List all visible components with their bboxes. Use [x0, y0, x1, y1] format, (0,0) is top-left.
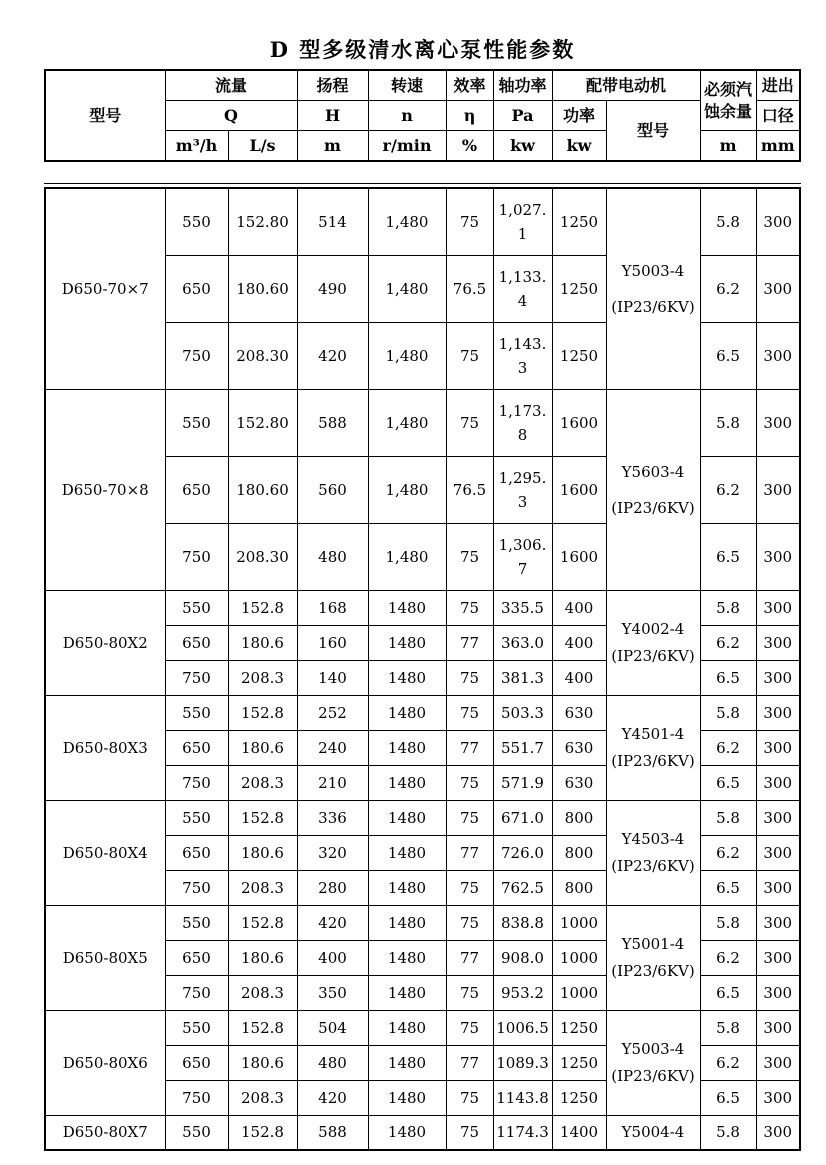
cell-motor-power: 1600 — [552, 523, 606, 590]
cell-head: 504 — [297, 1010, 368, 1045]
cell-flow-m3h: 750 — [165, 322, 228, 389]
cell-npsh: 6.5 — [700, 660, 756, 695]
cell-head: 420 — [297, 322, 368, 389]
cell-speed: 1480 — [368, 905, 446, 940]
cell-npsh: 6.2 — [700, 1045, 756, 1080]
cell-flow-m3h: 750 — [165, 523, 228, 590]
motor-spec-line: (IP23/6KV) — [611, 646, 695, 665]
cell-speed: 1480 — [368, 695, 446, 730]
cell-head: 280 — [297, 870, 368, 905]
pump-model: D650-80X6 — [45, 1010, 165, 1115]
cell-head: 514 — [297, 188, 368, 255]
cell-motor-power: 400 — [552, 625, 606, 660]
cell-flow-m3h: 650 — [165, 1045, 228, 1080]
cell-shaft-power: 726.0 — [493, 835, 552, 870]
motor-model-line: Y4002-4 — [621, 620, 685, 639]
cell-port-diameter: 300 — [756, 255, 800, 322]
col-header-speed: 转速 — [368, 70, 446, 101]
col-header-flow: 流量 — [165, 70, 297, 101]
cell-head: 588 — [297, 389, 368, 456]
cell-flow-ls: 152.8 — [228, 1115, 297, 1150]
col-header-npsh: 必须汽蚀余量 — [700, 70, 756, 131]
motor-model-line: Y5004-4 — [621, 1123, 685, 1142]
table-row — [45, 905, 800, 940]
cell-flow-ls: 180.60 — [228, 255, 297, 322]
cell-motor-power: 1250 — [552, 188, 606, 255]
pump-model: D650-80X4 — [45, 800, 165, 905]
cell-shaft-power-line2: 3 — [517, 358, 528, 377]
cell-shaft-power: 1174.3 — [493, 1115, 552, 1150]
cell-motor-power: 1250 — [552, 255, 606, 322]
cell-flow-ls: 180.6 — [228, 1045, 297, 1080]
cell-motor-power: 630 — [552, 730, 606, 765]
cell-flow-m3h: 550 — [165, 1115, 228, 1150]
cell-flow-ls: 180.6 — [228, 625, 297, 660]
cell-efficiency: 75 — [446, 975, 493, 1010]
cell-efficiency: 75 — [446, 660, 493, 695]
unit-flow-ls: L/s — [228, 131, 297, 162]
cell-head: 320 — [297, 835, 368, 870]
cell-efficiency: 75 — [446, 1115, 493, 1150]
table-row — [45, 695, 800, 730]
cell-shaft-power — [493, 389, 552, 456]
cell-port-diameter: 300 — [756, 940, 800, 975]
cell-shaft-power: 363.0 — [493, 625, 552, 660]
cell-npsh: 5.8 — [700, 1115, 756, 1150]
cell-shaft-power: 551.7 — [493, 730, 552, 765]
cell-shaft-power: 1143.8 — [493, 1080, 552, 1115]
cell-flow-ls: 208.3 — [228, 1080, 297, 1115]
cell-npsh: 5.8 — [700, 905, 756, 940]
cell-motor-power: 1600 — [552, 456, 606, 523]
table-row — [45, 1010, 800, 1045]
cell-port-diameter: 300 — [756, 188, 800, 255]
cell-efficiency: 75 — [446, 905, 493, 940]
unit-flow-m3h: m³/h — [165, 131, 228, 162]
cell-flow-m3h: 550 — [165, 389, 228, 456]
cell-flow-m3h: 650 — [165, 940, 228, 975]
cell-head: 560 — [297, 456, 368, 523]
cell-flow-m3h: 550 — [165, 800, 228, 835]
cell-speed: 1480 — [368, 730, 446, 765]
cell-head: 350 — [297, 975, 368, 1010]
cell-flow-m3h: 550 — [165, 695, 228, 730]
cell-motor-power: 400 — [552, 590, 606, 625]
motor-spec-line: (IP23/6KV) — [611, 498, 695, 517]
motor-model — [606, 1010, 700, 1115]
cell-port-diameter: 300 — [756, 800, 800, 835]
cell-head: 480 — [297, 1045, 368, 1080]
cell-head: 400 — [297, 940, 368, 975]
cell-motor-power: 800 — [552, 835, 606, 870]
cell-motor-power: 1250 — [552, 1010, 606, 1045]
cell-head: 420 — [297, 1080, 368, 1115]
cell-flow-m3h: 550 — [165, 905, 228, 940]
cell-motor-power: 1600 — [552, 389, 606, 456]
cell-motor-power: 1000 — [552, 905, 606, 940]
cell-shaft-power: 1089.3 — [493, 1045, 552, 1080]
cell-port-diameter: 300 — [756, 835, 800, 870]
cell-efficiency: 76.5 — [446, 456, 493, 523]
cell-efficiency: 75 — [446, 870, 493, 905]
table-row — [45, 188, 800, 255]
cell-speed: 1480 — [368, 835, 446, 870]
cell-port-diameter: 300 — [756, 905, 800, 940]
cell-npsh: 5.8 — [700, 590, 756, 625]
cell-efficiency: 75 — [446, 1010, 493, 1045]
cell-flow-ls: 208.3 — [228, 660, 297, 695]
cell-flow-ls: 152.8 — [228, 590, 297, 625]
cell-shaft-power: 838.8 — [493, 905, 552, 940]
col-header-head: 扬程 — [297, 70, 368, 101]
col-symbol-shaft-power: Pa — [493, 101, 552, 131]
col-header-ports-top: 进出 — [756, 70, 800, 101]
pump-model: D650-70×8 — [45, 389, 165, 590]
cell-efficiency: 75 — [446, 188, 493, 255]
unit-motor-power: kw — [552, 131, 606, 162]
cell-head: 210 — [297, 765, 368, 800]
cell-flow-ls: 152.80 — [228, 389, 297, 456]
cell-shaft-power-line2: 7 — [517, 559, 528, 578]
cell-npsh: 6.2 — [700, 835, 756, 870]
cell-port-diameter: 300 — [756, 975, 800, 1010]
cell-flow-m3h: 550 — [165, 188, 228, 255]
cell-efficiency: 77 — [446, 730, 493, 765]
cell-motor-power: 800 — [552, 870, 606, 905]
unit-efficiency: % — [446, 131, 493, 162]
motor-model — [606, 800, 700, 905]
cell-flow-ls: 152.8 — [228, 800, 297, 835]
cell-shaft-power-line2: 1 — [517, 224, 528, 243]
cell-flow-m3h: 750 — [165, 975, 228, 1010]
cell-speed: 1480 — [368, 940, 446, 975]
cell-motor-power: 1250 — [552, 1080, 606, 1115]
cell-port-diameter: 300 — [756, 1045, 800, 1080]
cell-flow-m3h: 650 — [165, 456, 228, 523]
cell-flow-m3h: 650 — [165, 625, 228, 660]
cell-efficiency: 75 — [446, 695, 493, 730]
unit-speed: r/min — [368, 131, 446, 162]
cell-npsh: 6.2 — [700, 730, 756, 765]
motor-spec-line: (IP23/6KV) — [611, 1066, 695, 1085]
cell-efficiency: 77 — [446, 835, 493, 870]
cell-npsh: 6.2 — [700, 255, 756, 322]
cell-npsh: 5.8 — [700, 188, 756, 255]
cell-head: 168 — [297, 590, 368, 625]
cell-flow-m3h: 650 — [165, 255, 228, 322]
cell-npsh: 6.5 — [700, 322, 756, 389]
cell-speed: 1480 — [368, 765, 446, 800]
cell-efficiency: 75 — [446, 1080, 493, 1115]
cell-speed: 1,480 — [368, 322, 446, 389]
cell-speed: 1480 — [368, 1045, 446, 1080]
pump-model: D650-70×7 — [45, 188, 165, 389]
cell-motor-power: 1000 — [552, 975, 606, 1010]
table-row — [45, 800, 800, 835]
col-header-motor-group: 配带电动机 — [552, 70, 700, 101]
cell-shaft-power: 671.0 — [493, 800, 552, 835]
cell-efficiency: 75 — [446, 800, 493, 835]
cell-speed: 1480 — [368, 590, 446, 625]
cell-shaft-power: 381.3 — [493, 660, 552, 695]
cell-motor-power: 800 — [552, 800, 606, 835]
cell-efficiency: 75 — [446, 389, 493, 456]
motor-model — [606, 1115, 700, 1150]
data-table-body — [45, 188, 800, 1150]
cell-npsh: 6.5 — [700, 765, 756, 800]
cell-speed: 1480 — [368, 660, 446, 695]
col-header-shaft-power: 轴功率 — [493, 70, 552, 101]
cell-speed: 1,480 — [368, 389, 446, 456]
cell-port-diameter: 300 — [756, 625, 800, 660]
cell-npsh: 6.5 — [700, 523, 756, 590]
cell-efficiency: 77 — [446, 940, 493, 975]
cell-shaft-power-line2: 8 — [517, 425, 528, 444]
cell-port-diameter: 300 — [756, 730, 800, 765]
cell-flow-ls: 180.60 — [228, 456, 297, 523]
table-split-rule — [44, 183, 801, 184]
header-table — [44, 69, 801, 162]
cell-flow-m3h: 750 — [165, 765, 228, 800]
cell-shaft-power-line1: 1,143. — [498, 334, 547, 353]
cell-npsh: 6.5 — [700, 975, 756, 1010]
cell-motor-power: 630 — [552, 695, 606, 730]
cell-head: 490 — [297, 255, 368, 322]
motor-model-line: Y4503-4 — [621, 830, 685, 849]
cell-flow-ls: 180.6 — [228, 730, 297, 765]
cell-efficiency: 75 — [446, 523, 493, 590]
cell-efficiency: 75 — [446, 765, 493, 800]
cell-shaft-power: 953.2 — [493, 975, 552, 1010]
cell-efficiency: 77 — [446, 625, 493, 660]
table-row — [45, 1115, 800, 1150]
cell-port-diameter: 300 — [756, 523, 800, 590]
unit-head: m — [297, 131, 368, 162]
cell-shaft-power: 503.3 — [493, 695, 552, 730]
unit-shaft-power: kw — [493, 131, 552, 162]
pump-model: D650-80X7 — [45, 1115, 165, 1150]
cell-head: 336 — [297, 800, 368, 835]
cell-port-diameter: 300 — [756, 456, 800, 523]
pump-model: D650-80X2 — [45, 590, 165, 695]
cell-shaft-power-line1: 1,306. — [498, 535, 547, 554]
col-header-motor-power: 功率 — [552, 101, 606, 131]
cell-npsh: 5.8 — [700, 695, 756, 730]
cell-flow-m3h: 550 — [165, 590, 228, 625]
cell-npsh: 6.2 — [700, 940, 756, 975]
cell-flow-ls: 208.3 — [228, 765, 297, 800]
cell-shaft-power — [493, 456, 552, 523]
cell-head: 588 — [297, 1115, 368, 1150]
cell-shaft-power — [493, 322, 552, 389]
cell-flow-m3h: 650 — [165, 835, 228, 870]
cell-port-diameter: 300 — [756, 765, 800, 800]
cell-speed: 1,480 — [368, 188, 446, 255]
cell-speed: 1480 — [368, 1115, 446, 1150]
cell-npsh: 5.8 — [700, 1010, 756, 1045]
cell-shaft-power — [493, 188, 552, 255]
cell-motor-power: 400 — [552, 660, 606, 695]
cell-shaft-power-line2: 4 — [517, 291, 528, 310]
col-header-model: 型号 — [45, 70, 165, 161]
cell-head: 420 — [297, 905, 368, 940]
cell-shaft-power: 762.5 — [493, 870, 552, 905]
motor-spec-line: (IP23/6KV) — [611, 751, 695, 770]
cell-efficiency: 75 — [446, 322, 493, 389]
col-header-efficiency: 效率 — [446, 70, 493, 101]
cell-port-diameter: 300 — [756, 389, 800, 456]
col-symbol-efficiency: η — [446, 101, 493, 131]
col-symbol-flow: Q — [165, 101, 297, 131]
cell-efficiency: 75 — [446, 590, 493, 625]
cell-efficiency: 76.5 — [446, 255, 493, 322]
cell-shaft-power: 1006.5 — [493, 1010, 552, 1045]
cell-port-diameter: 300 — [756, 1010, 800, 1045]
cell-port-diameter: 300 — [756, 660, 800, 695]
cell-head: 160 — [297, 625, 368, 660]
motor-model-line: Y5001-4 — [621, 935, 685, 954]
cell-flow-ls: 180.6 — [228, 940, 297, 975]
cell-port-diameter: 300 — [756, 1080, 800, 1115]
motor-model-line: Y5603-4 — [621, 462, 685, 481]
cell-motor-power: 1250 — [552, 322, 606, 389]
col-header-ports-bottom: 口径 — [756, 101, 800, 131]
cell-flow-m3h: 750 — [165, 1080, 228, 1115]
motor-model-line: Y5003-4 — [621, 261, 685, 280]
cell-motor-power: 1000 — [552, 940, 606, 975]
cell-flow-ls: 208.30 — [228, 523, 297, 590]
cell-npsh: 5.8 — [700, 800, 756, 835]
cell-motor-power: 1250 — [552, 1045, 606, 1080]
cell-speed: 1480 — [368, 625, 446, 660]
cell-flow-m3h: 650 — [165, 730, 228, 765]
table-row — [45, 590, 800, 625]
cell-head: 252 — [297, 695, 368, 730]
cell-port-diameter: 300 — [756, 322, 800, 389]
motor-spec-line: (IP23/6KV) — [611, 856, 695, 875]
cell-shaft-power-line1: 1,173. — [498, 401, 547, 420]
cell-flow-m3h: 750 — [165, 870, 228, 905]
cell-port-diameter: 300 — [756, 1115, 800, 1150]
cell-speed: 1,480 — [368, 523, 446, 590]
col-header-motor-model: 型号 — [606, 101, 700, 162]
cell-flow-ls: 180.6 — [228, 835, 297, 870]
table-row — [45, 389, 800, 456]
motor-model — [606, 590, 700, 695]
cell-flow-ls: 152.8 — [228, 695, 297, 730]
cell-port-diameter: 300 — [756, 590, 800, 625]
cell-flow-ls: 152.8 — [228, 1010, 297, 1045]
header-row-1 — [45, 70, 800, 101]
pump-model: D650-80X5 — [45, 905, 165, 1010]
unit-ports: mm — [756, 131, 800, 162]
page-title: D 型多级清水离心泵性能参数 — [269, 37, 576, 62]
cell-port-diameter: 300 — [756, 695, 800, 730]
data-table — [44, 187, 801, 1151]
cell-speed: 1,480 — [368, 255, 446, 322]
cell-speed: 1480 — [368, 975, 446, 1010]
cell-shaft-power-line2: 3 — [517, 492, 528, 511]
cell-flow-m3h: 550 — [165, 1010, 228, 1045]
pump-model: D650-80X3 — [45, 695, 165, 800]
motor-model — [606, 905, 700, 1010]
cell-flow-ls: 152.8 — [228, 905, 297, 940]
cell-efficiency: 77 — [446, 1045, 493, 1080]
cell-head: 240 — [297, 730, 368, 765]
motor-model — [606, 389, 700, 590]
cell-speed: 1480 — [368, 800, 446, 835]
cell-npsh: 6.5 — [700, 1080, 756, 1115]
unit-npsh: m — [700, 131, 756, 162]
cell-shaft-power: 335.5 — [493, 590, 552, 625]
motor-model-line: Y5003-4 — [621, 1040, 685, 1059]
cell-shaft-power-line1: 1,133. — [498, 267, 547, 286]
cell-shaft-power-line1: 1,027. — [498, 200, 547, 219]
motor-model — [606, 188, 700, 389]
cell-port-diameter: 300 — [756, 870, 800, 905]
cell-shaft-power — [493, 523, 552, 590]
cell-shaft-power: 571.9 — [493, 765, 552, 800]
motor-model — [606, 695, 700, 800]
cell-npsh: 5.8 — [700, 389, 756, 456]
cell-flow-ls: 208.3 — [228, 975, 297, 1010]
motor-model-line: Y4501-4 — [621, 725, 685, 744]
motor-spec-line: (IP23/6KV) — [611, 961, 695, 980]
cell-speed: 1480 — [368, 1080, 446, 1115]
cell-motor-power: 630 — [552, 765, 606, 800]
cell-flow-ls: 208.3 — [228, 870, 297, 905]
cell-shaft-power-line1: 1,295. — [498, 468, 547, 487]
cell-flow-ls: 208.30 — [228, 322, 297, 389]
col-symbol-head: H — [297, 101, 368, 131]
motor-spec-line: (IP23/6KV) — [611, 297, 695, 316]
cell-npsh: 6.2 — [700, 625, 756, 660]
cell-speed: 1,480 — [368, 456, 446, 523]
cell-shaft-power: 908.0 — [493, 940, 552, 975]
cell-speed: 1480 — [368, 870, 446, 905]
cell-motor-power: 1400 — [552, 1115, 606, 1150]
cell-flow-ls: 152.80 — [228, 188, 297, 255]
cell-head: 480 — [297, 523, 368, 590]
cell-npsh: 6.5 — [700, 870, 756, 905]
col-symbol-speed: n — [368, 101, 446, 131]
cell-flow-m3h: 750 — [165, 660, 228, 695]
cell-shaft-power — [493, 255, 552, 322]
cell-head: 140 — [297, 660, 368, 695]
cell-speed: 1480 — [368, 1010, 446, 1045]
cell-npsh: 6.2 — [700, 456, 756, 523]
